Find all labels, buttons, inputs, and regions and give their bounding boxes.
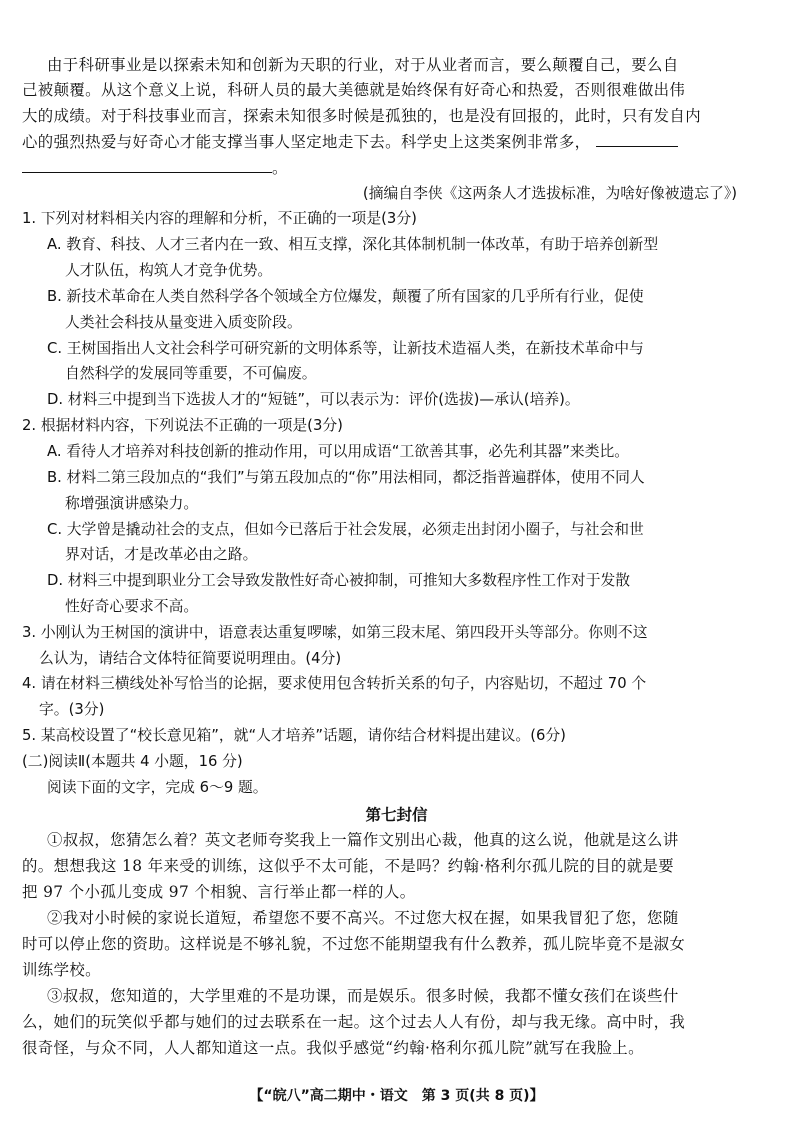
passage-line-4 bbox=[22, 131, 678, 153]
answer-blank-inline bbox=[596, 132, 678, 147]
answer-blank-line bbox=[22, 158, 272, 173]
story-p2-line-2: 时可以停止您的资助。这样说是不够礼貌，不过您不能期望我有什么教养，孤儿院毕竟不是淑女 bbox=[22, 935, 686, 953]
page-footer: 【“皖八”高二期中・语文 第 3 页(共 8 页)】 bbox=[249, 1088, 544, 1104]
q1-option-b: B. 新技术革命在人类自然科学各个领域全方位爆发，颠覆了所有国家的几乎所有行业，促使 bbox=[47, 288, 644, 305]
q2-stem: 2. 根据材料内容，下列说法不正确的一项是(3分) bbox=[22, 417, 343, 434]
q4-line-1: 4. 请在材料三横线处补写恰当的论据，要求使用包含转折关系的句子，内容贴切，不超过 70 个 bbox=[22, 675, 647, 692]
passage-line-4-text: 心的强烈热爱与好奇心才能支撑当事人坚定地走下去。科学史上这类案例非常多， bbox=[22, 133, 591, 151]
q2-option-b: B. 材料二第三段加点的“我们”与第五段加点的“你”用法相同，都泛指普遍群体，使用不同人 bbox=[47, 469, 645, 486]
story-p3-line-3: 很奇怪，与众不同，人人都知道这一点。我似乎感觉“约翰·格利尔孤儿院”就写在我脸上。 bbox=[22, 1039, 644, 1057]
story-p3-line-1: ③叔叔，您知道的，大学里难的不是功课，而是娱乐。很多时候，我都不懂女孩们在谈些什 bbox=[47, 987, 679, 1005]
story-p3-line-2: 么，她们的玩笑似乎都与她们的过去联系在一起。这个过去人人有份，却与我无缘。高中时，我 bbox=[22, 1013, 686, 1031]
story-title: 第七封信 bbox=[365, 806, 428, 824]
story-p2-line-3: 训练学校。 bbox=[22, 961, 101, 979]
q1-stem: 1. 下列对材料相关内容的理解和分析，不正确的一项是(3分) bbox=[22, 210, 417, 227]
source-citation: (摘编自李侠《这两条人才选拔标准，为啥好像被遗忘了》) bbox=[362, 185, 737, 202]
passage-line-3: 大的成绩。对于科技事业而言，探索未知很多时候是孤独的，也是没有回报的，此时，只有发自内 bbox=[22, 107, 701, 125]
passage-line-5 bbox=[22, 157, 288, 179]
q1-option-d: D. 材料三中提到当下选拔人才的“短链”，可以表示为：评价(选拔)—承认(培养)。 bbox=[47, 391, 580, 408]
q3-line-1: 3. 小刚认为王树国的演讲中，语意表达重复啰嗦，如第三段末尾、第四段开头等部分。你则不这 bbox=[22, 624, 648, 641]
q4-line-2: 字。(3分) bbox=[39, 701, 105, 718]
q2-option-a: A. 看待人才培养对科技创新的推动作用，可以用成语“工欲善其事，必先利其器”来类比。 bbox=[47, 443, 630, 460]
q1-option-a-cont: 人才队伍，构筑人才竞争优势。 bbox=[65, 262, 273, 279]
passage-line-2: 己被颠覆。从这个意义上说，科研人员的最大美德就是始终保有好奇心和热爱，否则很难做出伟 bbox=[22, 81, 686, 99]
q2-option-d: D. 材料三中提到职业分工会导致发散性好奇心被抑制，可推知大多数程序性工作对于发散 bbox=[47, 572, 631, 589]
story-p2-line-1: ②我对小时候的家说长道短，希望您不要不高兴。不过您大权在握，如果我冒犯了您，您随 bbox=[47, 909, 679, 927]
q1-option-c: C. 王树国指出人文社会科学可研究新的文明体系等，让新技术造福人类，在新技术革命中与 bbox=[47, 340, 644, 357]
q3-line-2: 么认为，请结合文体特征简要说明理由。(4分) bbox=[39, 650, 342, 667]
q1-option-c-cont: 自然科学的发展同等重要，不可偏废。 bbox=[65, 365, 317, 382]
story-p1-line-2: 的。想想我这 18 年来受的训练，这似乎不太可能，不是吗？约翰·格利尔孤儿院的目的就是要 bbox=[22, 857, 675, 875]
q1-option-a: A. 教育、科技、人才三者内在一致、相互支撑，深化其体制机制一体改革，有助于培养创新型 bbox=[47, 236, 659, 253]
q2-option-c: C. 大学曾是撬动社会的支点，但如今已落后于社会发展，必须走出封闭小圈子，与社会和世 bbox=[47, 521, 644, 538]
passage-line-1: 由于科研事业是以探索未知和创新为天职的行业，对于从业者而言，要么颠覆自己，要么自 bbox=[47, 56, 679, 74]
q2-option-c-cont: 界对话，才是改革必由之路。 bbox=[65, 546, 258, 563]
q2-option-d-cont: 性好奇心要求不高。 bbox=[65, 598, 199, 615]
q5-line-1: 5. 某高校设置了“校长意见箱”，就“人才培养”话题，请你结合材料提出建议。(6分) bbox=[22, 727, 566, 744]
story-p1-line-3: 把 97 个小孤儿变成 97 个相貌、言行举止都一样的人。 bbox=[22, 883, 416, 901]
section-instruction: 阅读下面的文字，完成 6～9 题。 bbox=[47, 779, 268, 796]
story-p1-line-1: ①叔叔，您猜怎么着？英文老师夸奖我上一篇作文别出心裁，他真的这么说，他就是这么讲 bbox=[47, 831, 679, 849]
q2-option-b-cont: 称增强演讲感染力。 bbox=[65, 495, 199, 512]
section-heading: (二)阅读Ⅱ(本题共 4 小题，16 分) bbox=[22, 753, 243, 770]
q1-option-b-cont: 人类社会科技从量变进入质变阶段。 bbox=[65, 314, 302, 331]
passage-line-5-text: 。 bbox=[272, 159, 288, 177]
